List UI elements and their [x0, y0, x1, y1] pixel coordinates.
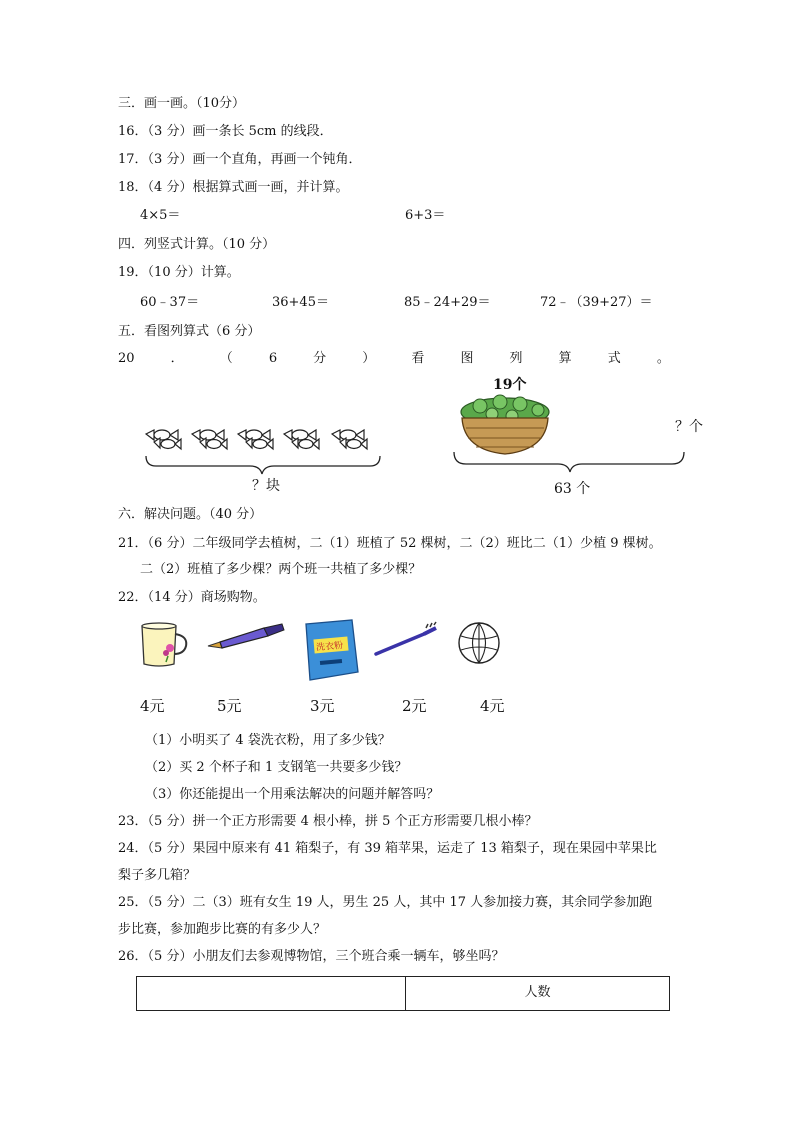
fig2-bottom-label: 63 个 — [554, 481, 591, 497]
q20-token: 式 — [607, 351, 621, 366]
price-cup: 4元 — [140, 697, 165, 715]
question-20 — [118, 350, 670, 368]
price-ball: 4元 — [480, 697, 505, 715]
question-25-line-1: 25．（5 分）二（3）班有女生 19 人，男生 25 人，其中 17 人参加接力赛，其余同学参加跑 — [118, 895, 653, 910]
price-pen: 5元 — [217, 697, 242, 715]
question-19: 19．（10 分）计算。 — [118, 265, 240, 280]
q20-token: 列 — [509, 351, 523, 366]
basket-figure — [450, 392, 690, 476]
brace-icon — [146, 456, 380, 474]
q18-expression-1: 4×5＝ — [140, 208, 181, 223]
basket-icon — [461, 395, 549, 454]
candy-figure — [138, 420, 388, 480]
question-23: 23．（5 分）拼一个正方形需要 4 根小棒，拼 5 个正方形需要几根小棒？ — [118, 814, 538, 829]
q18-expression-2: 6+3＝ — [405, 208, 446, 223]
detergent-bag-icon — [300, 618, 360, 682]
ball-icon — [456, 620, 502, 666]
table-header-cell: 人数 — [406, 977, 670, 1011]
price-toothbrush: 2元 — [402, 697, 427, 715]
q19-expression-3: 85﹣24+29＝ — [404, 295, 491, 310]
q19-expression-1: 60﹣37＝ — [140, 295, 200, 310]
question-26: 26．（5 分）小朋友们去参观博物馆，三个班合乘一辆车，够坐吗？ — [118, 949, 505, 964]
question-25-line-2: 步比赛，参加跑步比赛的有多少人？ — [118, 922, 327, 937]
q20-token: 图 — [460, 351, 474, 366]
q20-token: ． — [170, 351, 184, 366]
q20-token: 分 — [313, 351, 327, 366]
question-24-line-2: 梨子多几箱？ — [118, 868, 197, 883]
question-21-line-2: 二（2）班植了多少棵？两个班一共植了多少棵？ — [140, 562, 422, 577]
q20-token: 6 — [268, 351, 278, 366]
q20-token: （ — [219, 351, 233, 366]
cup-icon — [138, 622, 190, 670]
section-heading-5: 五．看图列算式（6 分） — [118, 324, 261, 339]
q20-token: 20 — [118, 351, 135, 366]
fig1-bottom-label: ？块 — [252, 478, 280, 494]
table-row — [137, 977, 670, 1011]
section-heading-3: 三．画一画。（10分） — [118, 96, 246, 111]
q20-token: 。 — [656, 351, 670, 366]
price-detergent: 3元 — [310, 697, 335, 715]
question-22: 22．（14 分）商场购物。 — [118, 590, 266, 605]
question-21-line-1: 21．（6 分）二年级同学去植树，二（1）班植了 52 棵树，二（2）班比二（1）少植 9 棵树。 — [118, 536, 662, 551]
fig2-top-label: 19个 — [493, 377, 527, 393]
section-heading-6: 六．解决问题。（40 分） — [118, 507, 263, 522]
q19-expression-2: 36+45＝ — [272, 295, 329, 310]
q22-sub-3: （3）你还能提出一个用乘法解决的问题并解答吗？ — [145, 787, 440, 802]
table-header-cell — [137, 977, 406, 1011]
q20-token: ） — [362, 351, 376, 366]
q22-sub-1: （1）小明买了 4 袋洗衣粉，用了多少钱？ — [145, 733, 391, 748]
question-17: 17．（3 分）画一个直角，再画一个钝角． — [118, 152, 362, 167]
q22-sub-2: （2）买 2 个杯子和 1 支钢笔一共要多少钱？ — [145, 760, 408, 775]
question-16: 16．（3 分）画一条长 5cm 的线段． — [118, 124, 333, 139]
candy-group-icon — [146, 430, 367, 449]
question-18: 18．（4 分）根据算式画一画，并计算。 — [118, 180, 349, 195]
section-heading-4: 四．列竖式计算。（10 分） — [118, 237, 276, 252]
fig2-right-label: ？个 — [675, 419, 703, 435]
detergent-label: 洗衣粉 — [315, 640, 344, 654]
class-count-table — [136, 976, 670, 1011]
brace-icon — [454, 452, 684, 472]
pen-icon — [206, 624, 286, 652]
question-24-line-1: 24．（5 分）果园中原来有 41 箱梨子，有 39 箱苹果，运走了 13 箱梨子，现在果园中苹果比 — [118, 841, 657, 856]
q20-token: 算 — [558, 351, 572, 366]
toothbrush-icon — [374, 622, 444, 658]
q19-expression-4: 72﹣（39+27）＝ — [540, 295, 653, 310]
q20-token: 看 — [411, 351, 425, 366]
